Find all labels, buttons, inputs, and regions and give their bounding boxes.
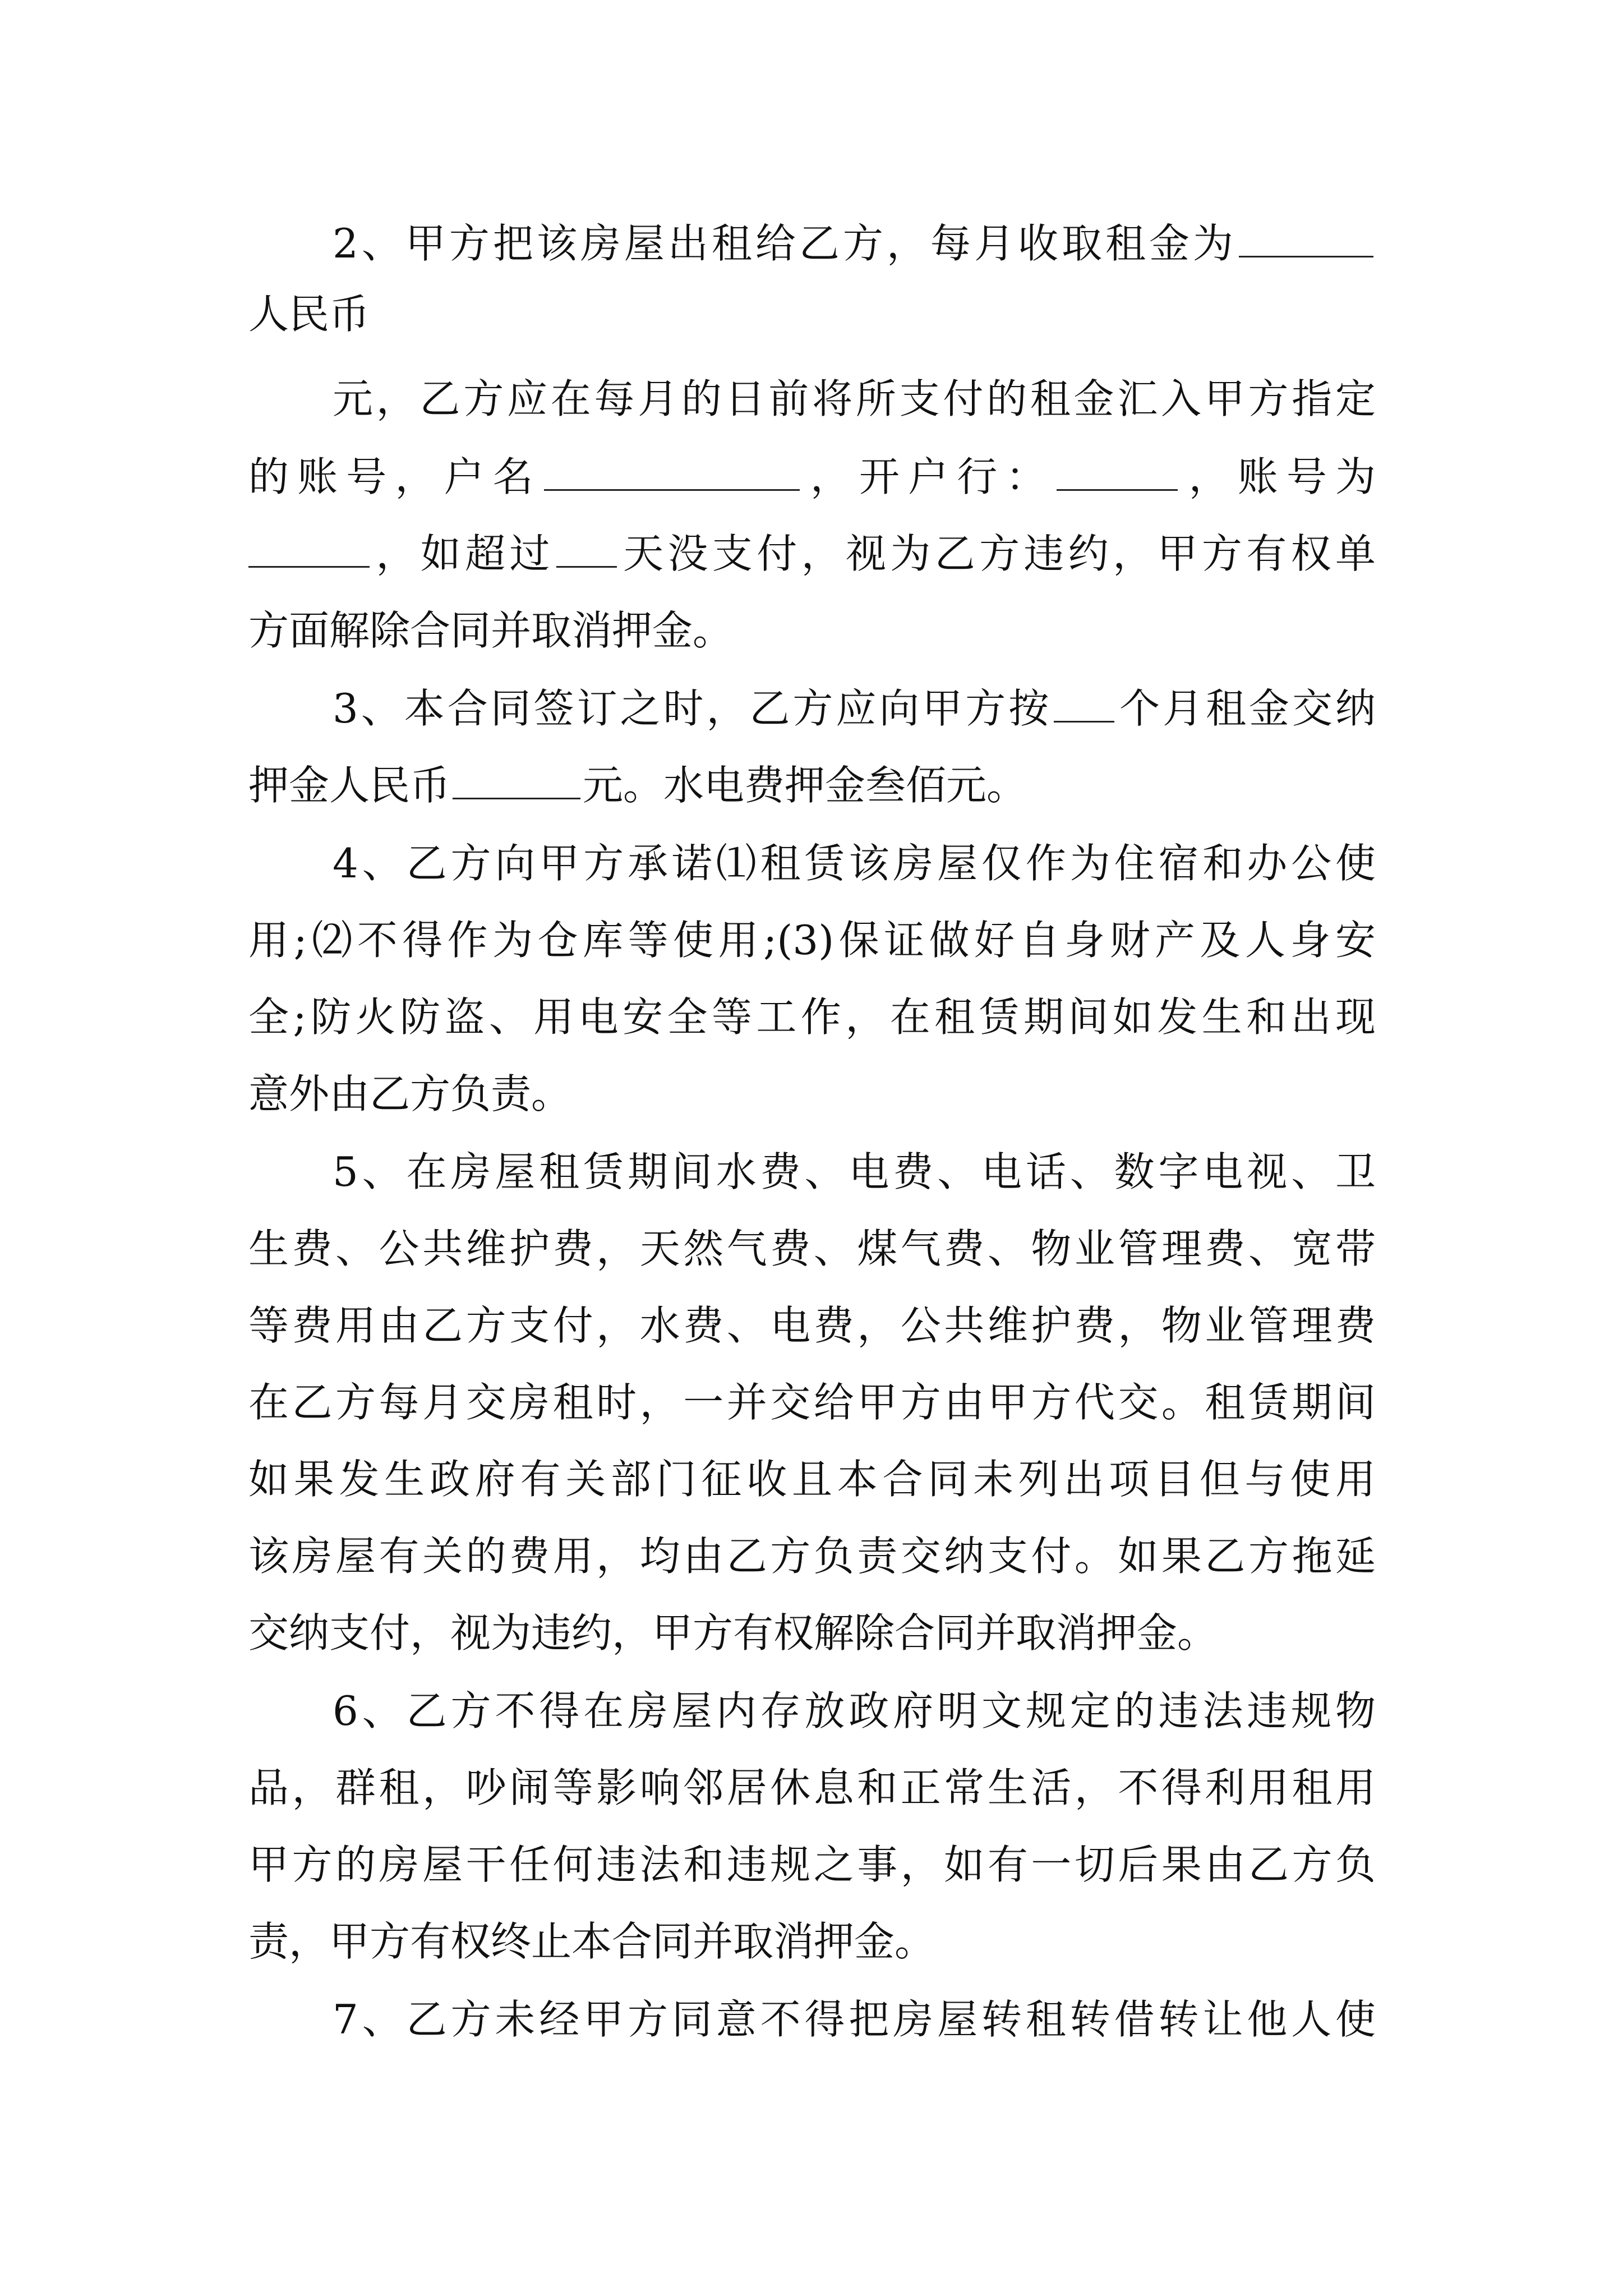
overdue-days-blank <box>556 564 617 568</box>
account-number-blank <box>248 564 370 568</box>
deposit-amount-blank <box>453 795 580 799</box>
clause-2-line-1 <box>248 209 1376 278</box>
clause-4-line-1: 4、乙方向甲方承诺⑴租赁该房屋仅作为住宿和办公使 <box>333 840 1376 887</box>
overdue-label: ，如超过 <box>372 530 554 577</box>
rent-amount-blank <box>1239 254 1373 257</box>
account-name-label: 的账号，户名 <box>248 453 542 500</box>
clause-2-line-5 <box>248 519 1376 588</box>
clause-5-line-2: 生费、公共维护费，天然气费、煤气费、物业管理费、宽带 <box>248 1225 1376 1272</box>
clause-5-line-6: 该房屋有关的费用，均由乙方负责交纳支付。如果乙方拖延 <box>248 1533 1376 1580</box>
clause-5-line-1: 5、在房屋租赁期间水费、电费、电话、数字电视、卫 <box>333 1148 1376 1195</box>
clause-7-line-1: 7、乙方未经甲方同意不得把房屋转租转借转让他人使 <box>333 1996 1376 2043</box>
account-name-blank <box>544 487 800 491</box>
clause-3-line-1 <box>248 674 1376 743</box>
clause-2-line-3: 元，乙方应在每月的日前将所支付的租金汇入甲方指定 <box>333 375 1376 422</box>
deposit-months-blank <box>1054 719 1114 723</box>
clause-6-line-1: 6、乙方不得在房屋内存放政府明文规定的违法违规物 <box>333 1687 1376 1734</box>
clause-6-line-3: 甲方的房屋干任何违法和违规之事，如有一切后果由乙方负 <box>248 1841 1376 1888</box>
clause-2-line-4 <box>248 443 1376 511</box>
clause-2-text: 2、甲方把该房屋出租给乙方，每月收取租金为 <box>333 220 1237 267</box>
clause-6-line-2: 品，群租，吵闹等影响邻居休息和正常生活，不得利用租用 <box>248 1764 1376 1811</box>
clause-2-line-2: 人民币 <box>248 291 370 338</box>
clause-4-line-4: 意外由乙方负责。 <box>248 1070 572 1117</box>
overdue-text: 天没支付，视为乙方违约，甲方有权单 <box>619 530 1376 577</box>
clause-3-text: 3、本合同签订之时，乙方应向甲方按 <box>333 685 1052 732</box>
clause-5-line-7: 交纳支付，视为违约，甲方有权解除合同并取消押金。 <box>248 1609 1218 1657</box>
clause-4-line-3: 全;防火防盗、用电安全等工作，在租赁期间如发生和出现 <box>248 993 1376 1041</box>
clause-5-line-3: 等费用由乙方支付，水费、电费，公共维护费，物业管理费 <box>248 1302 1376 1349</box>
deposit-text: 元。水电费押金叁佰元。 <box>583 762 1027 809</box>
clause-6-line-4: 责，甲方有权终止本合同并取消押金。 <box>248 1918 935 1965</box>
clause-3-line-2 <box>248 751 1376 820</box>
clause-5-line-5: 如果发生政府有关部门征收且本合同未列出项目但与使用 <box>248 1456 1376 1503</box>
clause-2-line-6: 方面解除合同并取消押金。 <box>248 607 734 654</box>
bank-label: ，开户行： <box>801 453 1055 500</box>
deposit-label: 押金人民币 <box>248 762 451 809</box>
clause-5-line-4: 在乙方每月交房租时，一并交给甲方由甲方代交。租赁期间 <box>248 1379 1376 1426</box>
bank-blank <box>1057 487 1178 491</box>
clause-4-line-2: 用;⑵不得作为仓库等使用;(3)保证做好自身财产及人身安 <box>248 917 1376 964</box>
account-number-label: ，账号为 <box>1180 453 1376 500</box>
clause-3-text-cont: 个月租金交纳 <box>1117 685 1376 732</box>
